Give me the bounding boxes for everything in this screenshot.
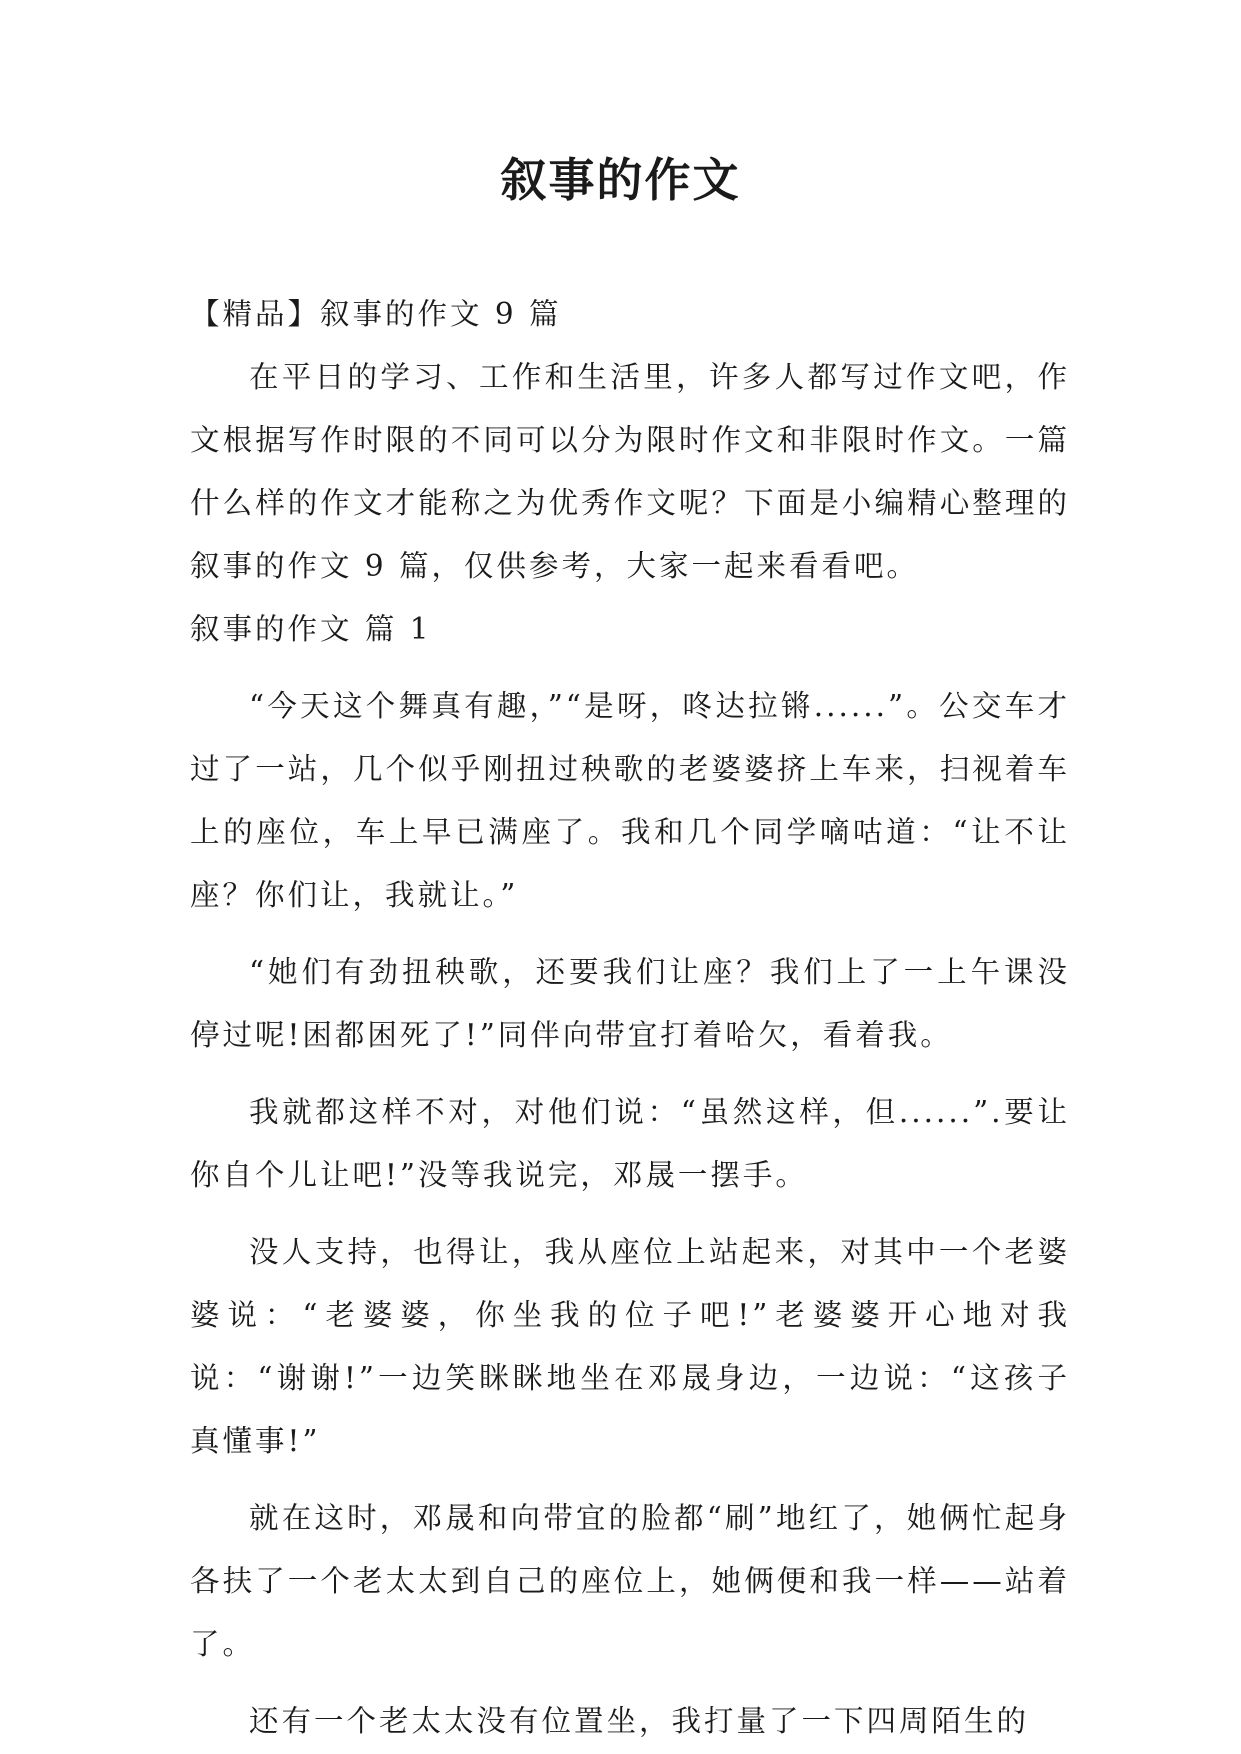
body-paragraph: 我就都这样不对，对他们说：“虽然这样，但......”.要让你自个儿让吧!”没等我说完，邓晟一摆手。 xyxy=(190,1095,1070,1192)
body-paragraph: “今天这个舞真有趣，”“是呀，咚达拉锵......”。公交车才过了一站，几个似乎刚扭过秧歌的老婆婆挤上车来，扫视着车上的座位，车上早已满座了。我和几个同学嘀咕道：“让不让座？你们让，我就让。” xyxy=(190,689,1070,912)
section-heading: 叙事的作文 篇 1 xyxy=(190,612,432,646)
body-paragraph: 就在这时，邓晟和向带宜的脸都“刷”地红了，她俩忙起身各扶了一个老太太到自己的座位上，她俩便和我一样——站着了。 xyxy=(190,1501,1070,1661)
intro-heading: 【精品】叙事的作文 9 篇 xyxy=(190,297,562,331)
body-paragraph: 没人支持，也得让，我从座位上站起来，对其中一个老婆婆说：“老婆婆，你坐我的位子吧!”老婆婆开心地对我说：“谢谢!”一边笑眯眯地坐在邓晟身边，一边说：“这孩子真懂事!” xyxy=(190,1235,1070,1458)
document-title: 叙事的作文 xyxy=(500,153,741,207)
document-body xyxy=(190,283,1070,1753)
body-paragraph: “她们有劲扭秧歌，还要我们让座？我们上了一上午课没停过呢!困都困死了!”同伴向带宜打着哈欠，看着我。 xyxy=(190,955,1070,1052)
body-paragraph: 还有一个老太太没有位置坐，我打量了一下四周陌生的 xyxy=(249,1704,1030,1738)
intro-paragraph: 在平日的学习、工作和生活里，许多人都写过作文吧，作文根据写作时限的不同可以分为限时作文和非限时作文。一篇什么样的作文才能称之为优秀作文呢？下面是小编精心整理的叙事的作文 9 篇，仅供参考，大家一起来看看吧。 xyxy=(190,360,1070,583)
